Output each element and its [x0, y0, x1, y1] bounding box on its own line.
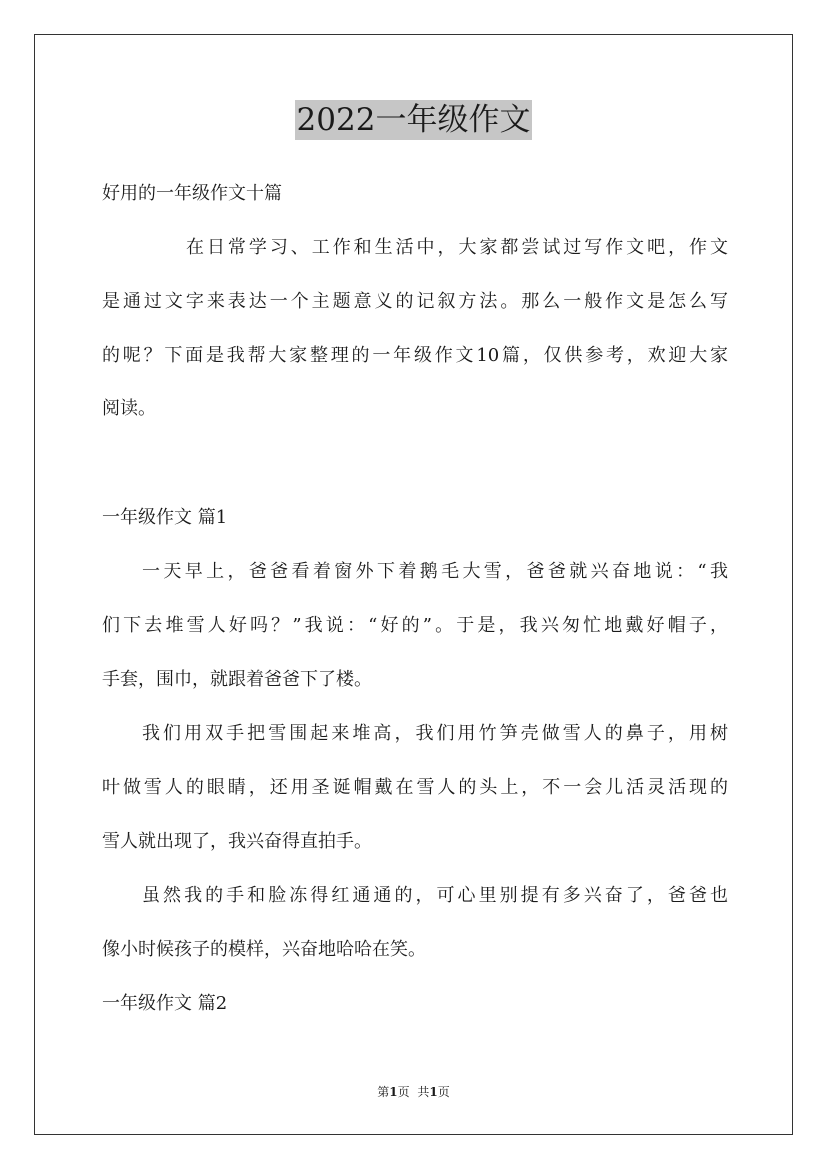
paragraph-line: 雪人就出现了，我兴奋得直拍手。 [102, 831, 372, 852]
intro-line: 阅读。 [102, 398, 156, 419]
section-heading: 一年级作文 篇2 [102, 993, 228, 1014]
paragraph-line: 像小时候孩子的模样，兴奋地哈哈在笑。 [102, 939, 426, 960]
paragraph-line: 虽然我的手和脸冻得红通通的，可心里别提有多兴奋了，爸爸也 [142, 885, 728, 906]
footer-total-prefix: 共 [417, 1085, 430, 1099]
intro-line: 是通过文字来表达一个主题意义的记叙方法。那么一般作文是怎么写 [102, 291, 728, 312]
footer-page-prefix: 第 [377, 1085, 390, 1099]
footer-total-suffix: 页 [437, 1085, 450, 1099]
paragraph-line: 们下去堆雪人好吗？”我说：“好的”。于是，我兴匆忙地戴好帽子， [102, 615, 728, 636]
intro-line: 的呢？下面是我帮大家整理的一年级作文10篇，仅供参考，欢迎大家 [102, 345, 728, 366]
section-heading: 一年级作文 篇1 [102, 507, 228, 528]
document-title [0, 100, 827, 140]
footer-page-suffix: 页 [397, 1085, 410, 1099]
page-footer [0, 1084, 827, 1100]
paragraph-line: 一天早上，爸爸看着窗外下着鹅毛大雪，爸爸就兴奋地说：“我 [142, 561, 728, 582]
document-title-text: 2022一年级作文 [296, 102, 531, 138]
paragraph-line: 手套，围巾，就跟着爸爸下了楼。 [102, 669, 372, 690]
paragraph-line: 我们用双手把雪围起来堆高，我们用竹笋壳做雪人的鼻子，用树 [142, 723, 728, 744]
paragraph-line: 叶做雪人的眼睛，还用圣诞帽戴在雪人的头上，不一会儿活灵活现的 [102, 777, 728, 798]
intro-line: 在日常学习、工作和生活中，大家都尝试过写作文吧，作文 [186, 237, 728, 258]
footer-page-current: 1 [389, 1085, 398, 1099]
footer-page-total: 1 [429, 1085, 438, 1099]
document-subtitle: 好用的一年级作文十篇 [102, 183, 282, 204]
